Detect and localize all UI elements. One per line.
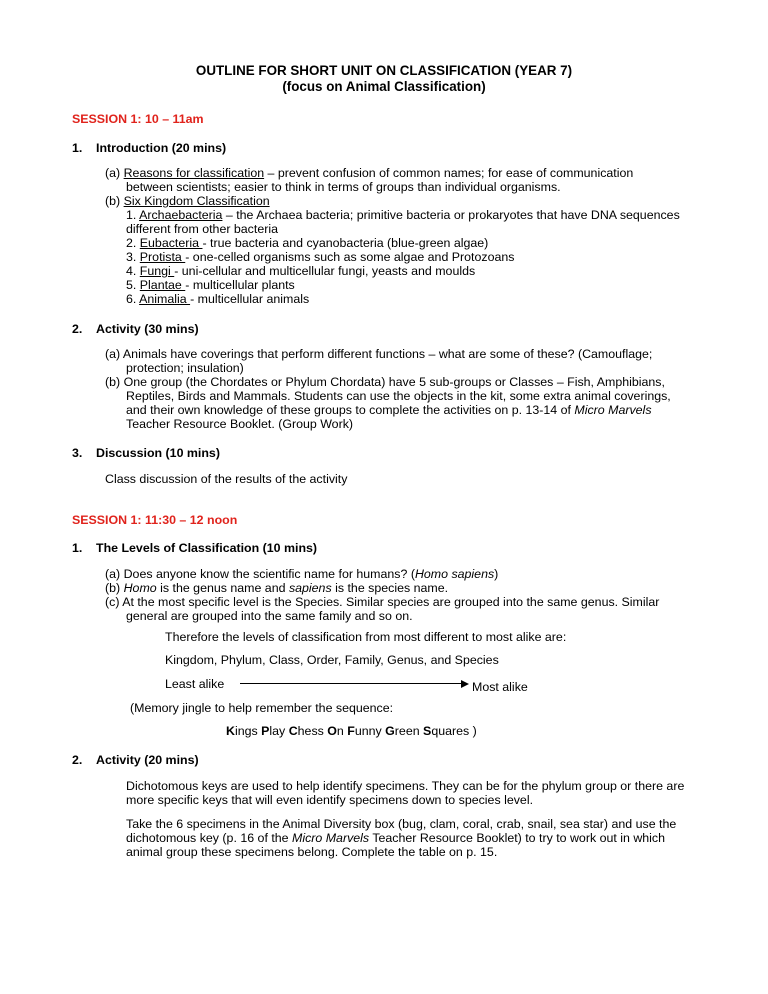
s2-item2-p2-line1: Take the 6 specimens in the Animal Diversity box (bug, clam, coral, crab, snail, sea star) and use the — [126, 817, 677, 831]
s1-item3-text: Class discussion of the results of the activity — [105, 472, 348, 486]
document-title: OUTLINE FOR SHORT UNIT ON CLASSIFICATION (YEAR 7) — [195, 63, 573, 78]
memory-jingle-intro: (Memory jingle to help remember the sequence: — [130, 701, 394, 715]
s1-item2-b: (b) One group (the Chordates or Phylum Chordata) have 5 sub-groups or Classes – Fish, Amphibians, — [105, 375, 665, 389]
s1-item1-a: (a) Reasons for classification – prevent confusion of common names; for ease of communication — [105, 166, 634, 180]
session-1-heading: SESSION 1: 10 – 11am — [72, 112, 204, 126]
s1-item1-number: 1. — [72, 141, 83, 155]
s2-item2-heading: Activity (20 mins) — [96, 753, 199, 767]
s1-item1-heading: Introduction (20 mins) — [96, 141, 227, 155]
kingdom-5: 5. Plantae - multicellular plants — [126, 278, 295, 292]
s1-item2-b-line4: Teacher Resource Booklet. (Group Work) — [126, 417, 354, 431]
alike-arrow-line — [240, 683, 462, 684]
s2-item1-c: (c) At the most specific level is the Species. Similar species are grouped into the same genus. Similar — [105, 595, 660, 609]
s1-item1-a-cont: between scientists; easier to think in terms of groups than individual organisms. — [126, 180, 561, 194]
s1-item2-a: (a) Animals have coverings that perform different functions – what are some of these? (Camouflage; — [105, 347, 653, 361]
kingdom-3: 3. Protista - one-celled organisms such as some algae and Protozoans — [126, 250, 515, 264]
s1-item2-heading: Activity (30 mins) — [96, 322, 199, 336]
s2-item1-b: (b) Homo is the genus name and sapiens is the species name. — [105, 581, 449, 595]
most-alike-label: Most alike — [472, 680, 528, 694]
kingdom-1-cont: different from other bacteria — [126, 222, 278, 236]
levels-list: Kingdom, Phylum, Class, Order, Family, Genus, and Species — [165, 653, 499, 667]
s2-item2-p1-line1: Dichotomous keys are used to help identify specimens. They can be for the phylum group or there are — [126, 779, 685, 793]
s2-item1-heading: The Levels of Classification (10 mins) — [96, 541, 318, 555]
s1-item1-b: (b) Six Kingdom Classification — [105, 194, 270, 208]
memory-jingle: Kings Play Chess On Funny Green Squares ) — [226, 724, 477, 738]
term-six-kingdom-classification: Six Kingdom Classification — [123, 194, 270, 208]
s1-item2-number: 2. — [72, 322, 83, 336]
book-title: Micro Marvels — [574, 403, 652, 417]
s2-item1-a: (a) Does anyone know the scientific name for humans? (Homo sapiens) — [105, 567, 499, 581]
s1-item2-a-cont: protection; insulation) — [126, 361, 244, 375]
kingdom-4: 4. Fungi - uni-cellular and multicellular fungi, yeasts and moulds — [126, 264, 476, 278]
s2-item2-p1-line2: more specific keys that will even identify specimens down to species level. — [126, 793, 534, 807]
s1-item3-number: 3. — [72, 446, 83, 460]
kingdom-1: 1. Archaebacteria – the Archaea bacteria; primitive bacteria or prokaryotes that have DNA sequences — [126, 208, 680, 222]
arrow-right-icon — [461, 680, 469, 688]
s1-item3-heading: Discussion (10 mins) — [96, 446, 220, 460]
s2-item1-c-cont: general are grouped into the same family and so on. — [126, 609, 413, 623]
least-alike-label: Least alike — [165, 677, 225, 691]
therefore-text: Therefore the levels of classification from most different to most alike are: — [165, 630, 567, 644]
s1-item2-b-line3: and their own knowledge of these groups to complete the activities on p. 13-14 of Micro Marvels — [126, 403, 652, 417]
s2-item2-p2-line2: dichotomous key (p. 16 of the Micro Marvels Teacher Resource Booklet) to try to work out in which — [126, 831, 666, 845]
kingdom-6: 6. Animalia - multicellular animals — [126, 292, 310, 306]
document-subtitle: (focus on Animal Classification) — [282, 79, 486, 94]
s2-item1-number: 1. — [72, 541, 83, 555]
s2-item2-number: 2. — [72, 753, 83, 767]
term-reasons-for-classification: Reasons for classification — [123, 166, 265, 180]
kingdom-2: 2. Eubacteria - true bacteria and cyanobacteria (blue-green algae) — [126, 236, 489, 250]
session-2-heading: SESSION 1: 11:30 – 12 noon — [72, 513, 238, 527]
s2-item2-p2-line3: animal group these specimens belong. Complete the table on p. 15. — [126, 845, 498, 859]
s1-item2-b-line2: Reptiles, Birds and Mammals. Students can use the objects in the kit, some extra animal coverings, — [126, 389, 671, 403]
